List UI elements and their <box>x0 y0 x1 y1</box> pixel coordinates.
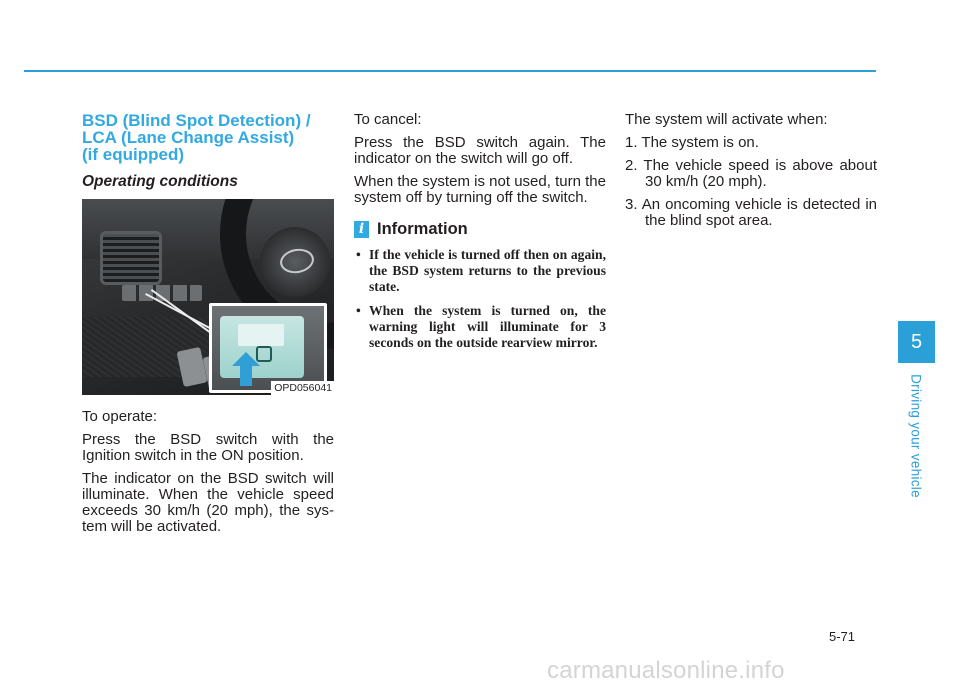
pointer-arrow-stem <box>240 364 252 386</box>
section-title <box>82 112 334 163</box>
air-vent <box>100 231 162 285</box>
list-item: 3. An oncoming vehicle is detected in the blind spot area. <box>625 196 877 229</box>
column-3 <box>625 112 877 236</box>
bsd-switch <box>220 316 304 378</box>
paragraph: The system will activate when: <box>625 111 828 128</box>
section-title-line-3: (if equipped) <box>82 145 184 164</box>
info-icon: i <box>354 221 369 238</box>
section-title-line-1: BSD (Blind Spot Detection) / <box>82 111 311 130</box>
switch-closeup <box>209 303 327 393</box>
page-number: 5-71 <box>829 629 856 644</box>
list-item: 2. The vehicle speed is above about 30 km/h (20 mph). <box>625 157 877 190</box>
paragraph: To cancel: <box>354 111 422 128</box>
list-item: • If the vehicle is turned off then on again, the BSD system returns to the previous state. <box>354 247 606 295</box>
chapter-tab[interactable]: 5 <box>898 321 935 363</box>
list-item: 1. The system is on. <box>625 134 759 151</box>
list-item: • When the system is turned on, the warning light will illuminate for 3 seconds on the outside rearview mirror. <box>354 303 606 351</box>
section-title-line-2: LCA (Lane Change Assist) <box>82 128 295 147</box>
paragraph: To operate: <box>82 408 158 425</box>
switch-key <box>238 324 284 346</box>
information-list <box>354 247 606 351</box>
activation-conditions-list <box>625 135 877 229</box>
paragraph: When the system is not used, turn the system off by turning off the switch. <box>354 173 606 206</box>
image-code: OPD056041 <box>271 381 334 395</box>
information-title: Information <box>377 220 468 238</box>
chapter-name: Driving your vehicle <box>908 374 924 498</box>
bsd-switch-photo <box>82 199 334 395</box>
paragraph: The indicator on the BSD switch will illuminate. When the vehicle speed exceeds 30 km/h (20 mph), the sys- tem will be activated. <box>82 470 334 535</box>
paragraph: Press the BSD switch with the Ignition switch in the ON position. <box>82 431 334 464</box>
column-1 <box>82 112 334 542</box>
header-rule <box>24 70 876 72</box>
watermark: carmanualsonline.info <box>547 657 785 684</box>
information-header <box>354 220 606 239</box>
column-2 <box>354 112 606 359</box>
paragraph: Press the BSD switch again. The indicator on the switch will go off. <box>354 134 606 167</box>
subtitle: Operating conditions <box>82 173 238 190</box>
